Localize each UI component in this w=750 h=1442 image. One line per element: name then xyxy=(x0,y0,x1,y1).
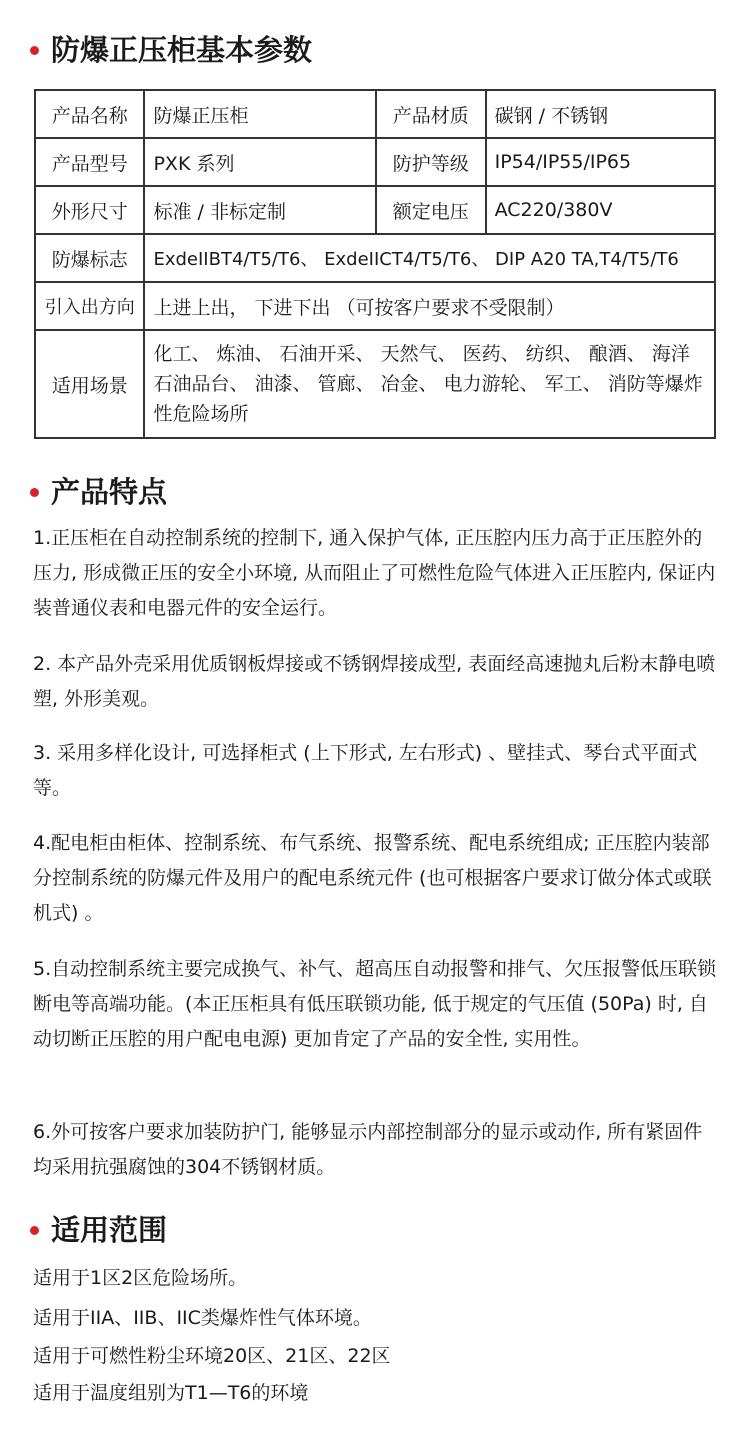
spec-row xyxy=(35,90,715,138)
bullet-dot-icon xyxy=(30,1226,39,1235)
bullet-dot-icon xyxy=(30,46,39,55)
spec-label: 产品名称 xyxy=(35,90,144,138)
features-title-text: 产品特点 xyxy=(51,475,168,509)
spec-label: 防护等级 xyxy=(376,138,486,186)
scope-line: 适用于1区2区危险场所。 xyxy=(33,1267,248,1289)
spec-value: 上进上出， 下进下出 （可按客户要求不受限制） xyxy=(144,282,715,330)
spec-value: AC220/380V xyxy=(486,186,715,234)
feature-paragraph: 6.外可按客户要求加装防护门, 能够显示内部控制部分的显示或动作, 所有紧固件均采用抗强腐蚀的304不锈钢材质。 xyxy=(33,1121,703,1178)
spec-label: 额定电压 xyxy=(376,186,486,234)
spec-row xyxy=(35,282,715,330)
spec-label: 防爆标志 xyxy=(35,234,144,282)
features-section-title xyxy=(30,472,167,512)
spec-row xyxy=(35,330,715,438)
spec-value: 碳钢 / 不锈钢 xyxy=(486,90,715,138)
spec-row xyxy=(35,234,715,282)
scope-line: 适用于温度组别为T1—T6的环境 xyxy=(33,1382,309,1404)
scope-line: 适用于IIA、IIB、IIC类爆炸性气体环境。 xyxy=(33,1307,372,1329)
feature-paragraph: 2. 本产品外壳采用优质钢板焊接或不锈钢焊接成型, 表面经高速抛丸后粉末静电喷塑, 外形美观。 xyxy=(33,653,716,710)
spec-value: 防爆正压柜 xyxy=(144,90,375,138)
spec-table xyxy=(34,89,716,439)
spec-value: ExdeIIBT4/T5/T6、 ExdeIICT4/T5/T6、 DIP A20 TA,T4/T5/T6 xyxy=(144,234,715,282)
spec-label: 产品材质 xyxy=(376,90,486,138)
params-section-title xyxy=(30,30,312,70)
spec-row xyxy=(35,138,715,186)
bullet-dot-icon xyxy=(30,488,39,497)
scope-section-title xyxy=(30,1210,167,1250)
spec-label: 产品型号 xyxy=(35,138,144,186)
spec-label: 引入出方向 xyxy=(35,282,144,330)
spec-value: IP54/IP55/IP65 xyxy=(486,138,715,186)
feature-paragraph: 1.正压柜在自动控制系统的控制下, 通入保护气体, 正压腔内压力高于正压腔外的压力, 形成微正压的安全小环境, 从而阻止了可燃性危险气体进入正压腔内, 保证内装普通仪表和电器元件的安全运行。 xyxy=(33,527,716,619)
params-title-text: 防爆正压柜基本参数 xyxy=(51,33,313,67)
spec-label: 适用场景 xyxy=(35,330,144,438)
scope-title-text: 适用范围 xyxy=(51,1213,168,1247)
spec-label: 外形尺寸 xyxy=(35,186,144,234)
spec-value: PXK 系列 xyxy=(144,138,375,186)
scope-line: 适用于可燃性粉尘环境20区、21区、22区 xyxy=(33,1345,391,1367)
spec-value: 标准 / 非标定制 xyxy=(144,186,375,234)
feature-paragraph: 5.自动控制系统主要完成换气、补气、超高压自动报警和排气、欠压报警低压联锁断电等高端功能。(本正压柜具有低压联锁功能, 低于规定的气压值 (50Pa) 时, 自动切断正压腔的用户配电电源) 更加肯定了产品的安全性, 实用性。 xyxy=(33,958,717,1050)
spec-value: 化工、 炼油、 石油开采、 天然气、 医药、 纺织、 酿酒、 海洋石油品台、 油漆、 管廊、 冶金、 电力游轮、 军工、 消防等爆炸性危险场所 xyxy=(144,330,715,438)
feature-paragraph: 4.配电柜由柜体、控制系统、布气系统、报警系统、配电系统组成; 正压腔内装部分控制系统的防爆元件及用户的配电系统元件 (也可根据客户要求订做分体式或联机式) 。 xyxy=(33,832,712,924)
spec-row xyxy=(35,186,715,234)
feature-paragraph: 3. 采用多样化设计, 可选择柜式 (上下形式, 左右形式) 、壁挂式、琴台式平面式等。 xyxy=(33,742,698,799)
